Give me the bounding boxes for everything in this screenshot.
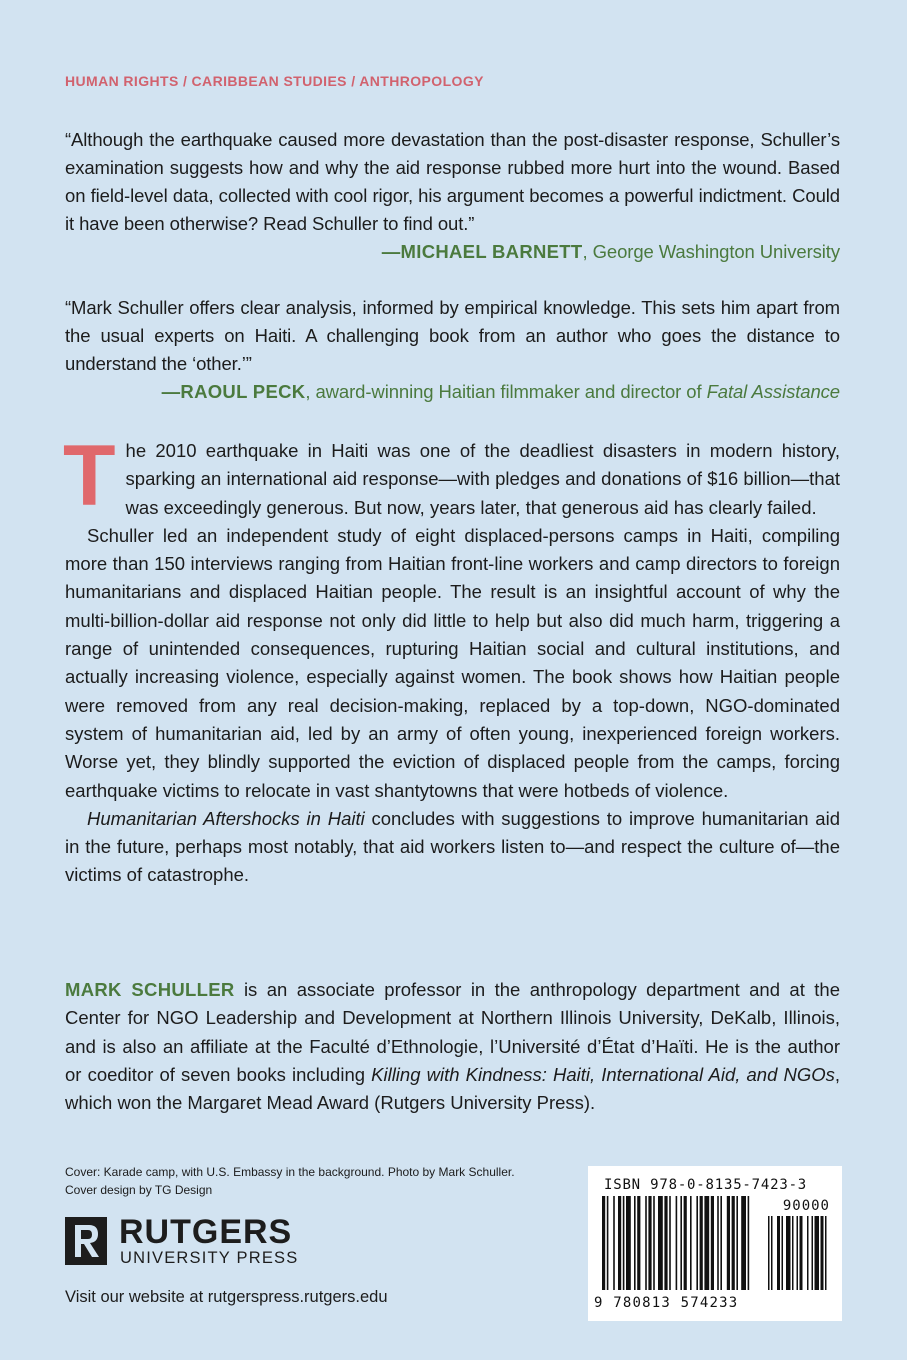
barcode-bar (669, 1196, 671, 1290)
quote-author: —RAOUL PECK (161, 381, 306, 402)
barcode-bar (613, 1196, 615, 1290)
addon-bar (821, 1216, 824, 1290)
addon-bar (807, 1216, 809, 1290)
quote-text: “Mark Schuller offers clear analysis, informed by empirical knowledge. This sets him apart from the usual experts on Haiti. A challenging book from an author who goes the distance to understand the ‘other.’” (65, 297, 840, 374)
description-paragraph: Schuller led an independent study of eight displaced-persons camps in Haiti, compiling more than 150 interviews ranging from Haitian front-line workers and camp directors to foreign humanitarians and displaced Haitian people. The result is an insightful account of why the multi-billion-dollar aid response not only did little to help but also did much harm, triggering a range of unintended consequences, rupturing Haitian social and cultural institutions, and actually increasing violence, especially against women. The book shows how Haitian people were removed from any real decision-making, replaced by a top-down, NGO-dominated system of humanitarian aid, led by an army of often young, inexperienced foreign workers. Worse yet, they blindly supported the eviction of displaced people from the camps, forcing earthquake victims to relocate in vast shantytowns that were hotbeds of violence. (65, 524, 840, 801)
addon-bar (768, 1216, 770, 1290)
quote-attribution (65, 378, 840, 406)
barcode-bar (664, 1196, 667, 1290)
quote-affiliation: , George Washington University (582, 241, 840, 262)
barcode-bar (732, 1196, 735, 1290)
barcode-bar (653, 1196, 655, 1290)
publisher-subtitle: UNIVERSITY PRESS (120, 1249, 299, 1267)
quote-author: —MICHAEL BARNETT (381, 241, 583, 262)
barcode-bar (727, 1196, 730, 1290)
addon-bar (800, 1216, 803, 1290)
addon-bar (812, 1216, 814, 1290)
barcode-bar (658, 1196, 663, 1290)
rutgers-r-icon (65, 1217, 107, 1265)
barcode-bar (607, 1196, 609, 1290)
description-text: concludes with suggestions to improve humanitarian aid in the future, perhaps most notably, that aid workers listen to—and respect the culture of—the victims of catastrophe. (65, 807, 840, 886)
barcode-bar (704, 1196, 709, 1290)
barcode-bar (634, 1196, 636, 1290)
addon-bar (786, 1216, 791, 1290)
price-code: 90000 (782, 1198, 830, 1214)
publisher-name: RUTGERS (119, 1213, 293, 1251)
book-title: Humanitarian Aftershocks in Haiti (87, 807, 365, 829)
description-text: he 2010 earthquake in Haiti was one of the deadliest disasters in modern history, sparking an international aid response—with pledges and donations of $16 billion—that was exceedingly generous. But now, years later, that generous aid has clearly failed. (125, 440, 840, 518)
barcode-bar (623, 1196, 625, 1290)
barcode-bar (648, 1196, 651, 1290)
publisher-website[interactable]: Visit our website at rutgerspress.rutgers.edu (65, 1288, 388, 1306)
photo-credit: Cover: Karade camp, with U.S. Embassy in the background. Photo by Mark Schuller. (65, 1165, 515, 1179)
barcode-bar (717, 1196, 719, 1290)
barcode-bar (626, 1196, 631, 1290)
addon-bar (825, 1216, 827, 1290)
quote-text: “Although the earthquake caused more devastation than the post-disaster response, Schuller’s examination suggests how and why the aid response rubbed more hurt into the wound. Based on field-level data, collected with cool rigor, his argument becomes a powerful indictment. Could it have been otherwise? Read Schuller to find out.” (65, 129, 840, 234)
isbn-barcode (588, 1166, 842, 1321)
drop-cap: T (63, 428, 116, 524)
author-name: MARK SCHULLER (65, 979, 235, 1000)
previous-book-title: Killing with Kindness: Haiti, International Aid, and NGOs (371, 1063, 835, 1085)
barcode-bar (720, 1196, 722, 1290)
addon-bar (782, 1216, 784, 1290)
author-bio (65, 976, 840, 1117)
barcode-bar (684, 1196, 687, 1290)
barcode-bar (690, 1196, 692, 1290)
endorsement-quote-2 (65, 294, 840, 406)
barcode-bar (700, 1196, 703, 1290)
bio-text: is an associate professor in the anthropology department and at the Center for NGO Leadership and Development at Northern Illinois University, DeKalb, Illinois, and is also an affiliate at the Faculté d’Ethnologie, l’Université d’État d’Haïti. He is the author or coeditor of seven books including (65, 979, 840, 1085)
barcode-bar (645, 1196, 647, 1290)
barcode-bar (736, 1196, 738, 1290)
addon-bar (797, 1216, 799, 1290)
addon-bar (815, 1216, 820, 1290)
bio-text: , which won the Margaret Mead Award (Rutgers University Press). (65, 1063, 840, 1114)
description-paragraph (65, 805, 840, 890)
barcode-bar (676, 1196, 678, 1290)
barcode-bar (741, 1196, 746, 1290)
publisher-logo (65, 1213, 325, 1267)
bio-paragraph (65, 976, 840, 1117)
barcode-bar (748, 1196, 750, 1290)
barcode-bars (600, 1196, 832, 1296)
addon-bar (792, 1216, 794, 1290)
cover-credits (65, 1163, 515, 1199)
addon-bar (771, 1216, 773, 1290)
barcode-bar (696, 1196, 698, 1290)
quote-attribution (65, 238, 840, 266)
category-label: HUMAN RIGHTS / CARIBBEAN STUDIES / ANTHROPOLOGY (65, 73, 484, 89)
barcode-bar (680, 1196, 682, 1290)
isbn-number: ISBN 978-0-8135-7423-3 (604, 1177, 808, 1193)
ean-number: 9 780813 574233 (594, 1295, 739, 1311)
description-paragraph (63, 428, 840, 524)
endorsement-quote-1 (65, 126, 840, 266)
barcode-bar (637, 1196, 640, 1290)
barcode-bar (711, 1196, 714, 1290)
film-title: Fatal Assistance (706, 381, 840, 402)
quote-affiliation: , award-winning Haitian filmmaker and director of (305, 381, 707, 402)
barcode-bar (618, 1196, 621, 1290)
design-credit: Cover design by TG Design (65, 1183, 213, 1197)
addon-bar (777, 1216, 780, 1290)
book-description (63, 428, 840, 890)
barcode-bar (602, 1196, 605, 1290)
